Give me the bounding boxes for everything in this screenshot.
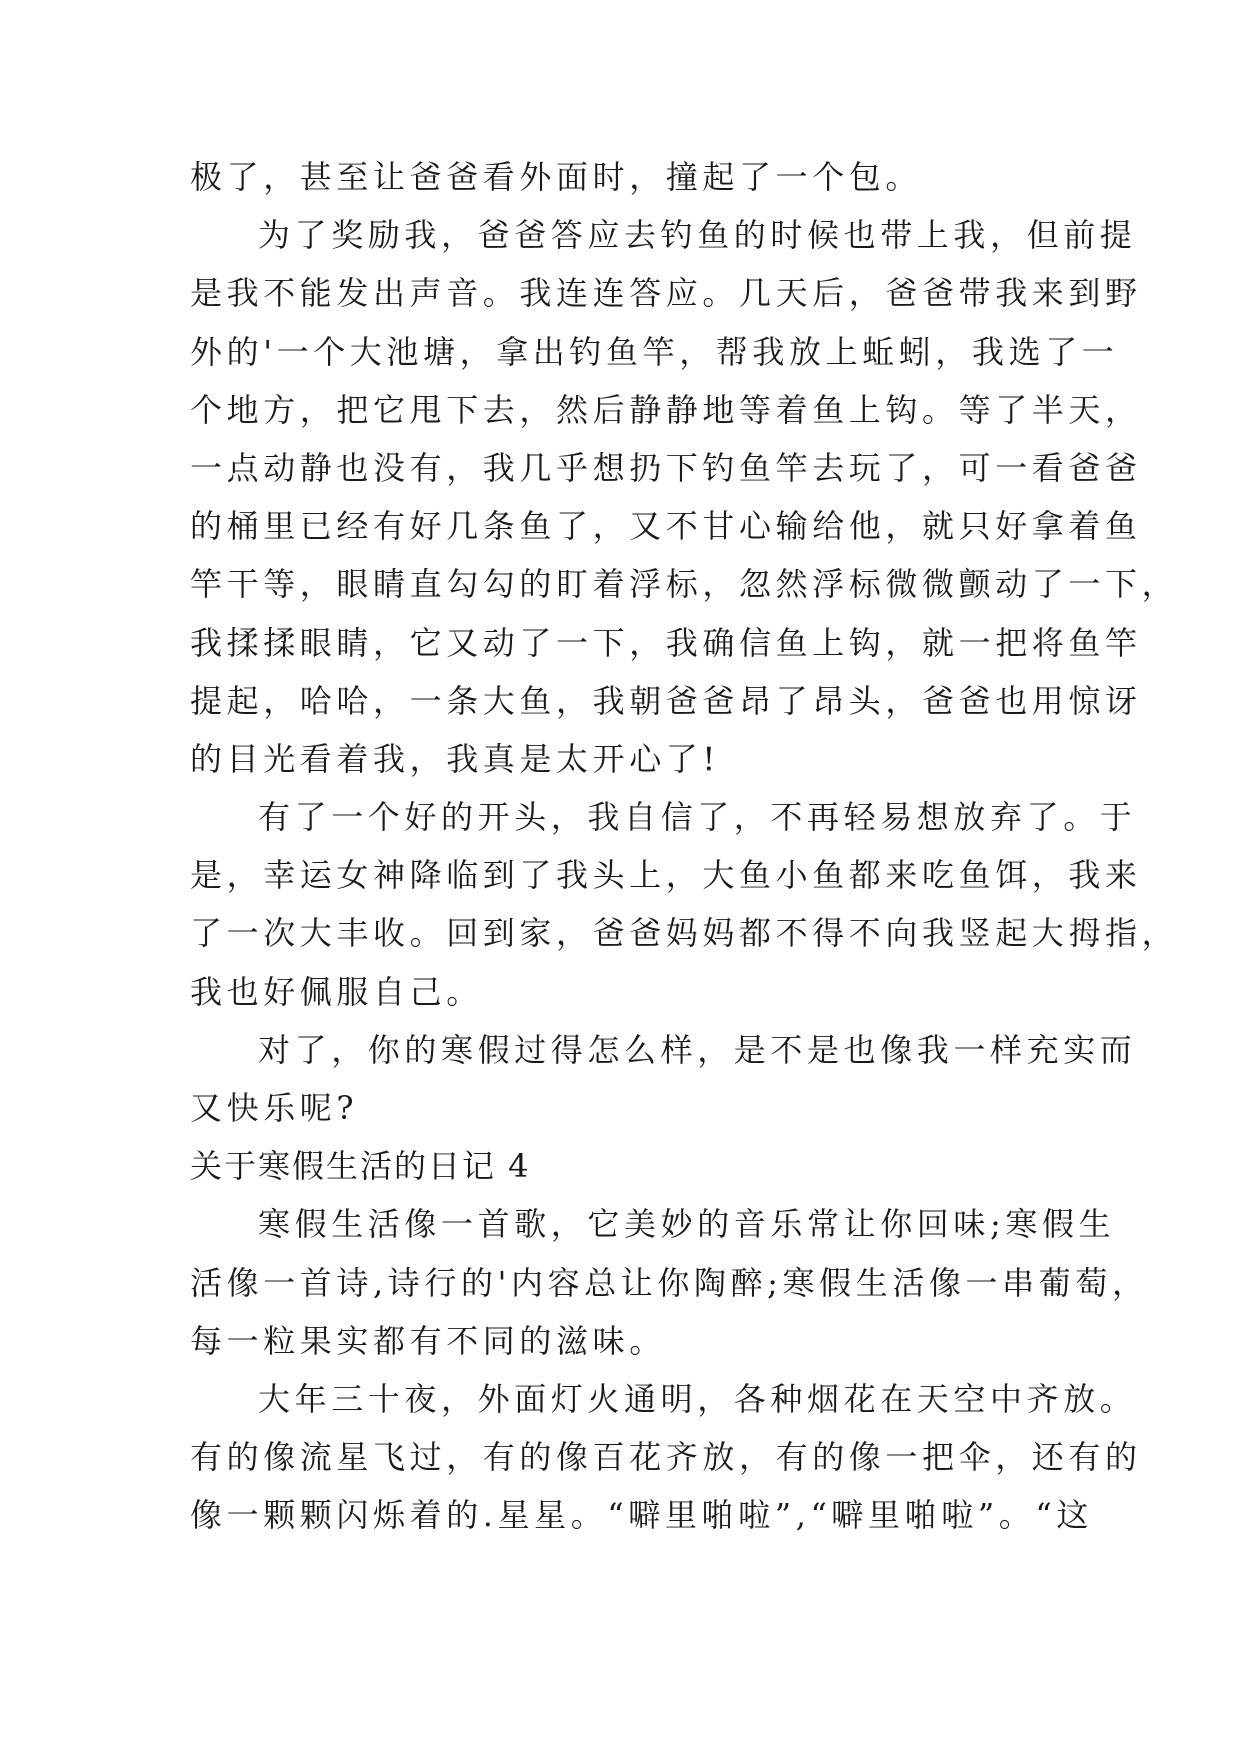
- text-line: 是我不能发出声音。我连连答应。几天后，爸爸带我来到野: [190, 274, 1142, 313]
- text-line: 外的'一个大池塘，拿出钓鱼竿，帮我放上蚯蚓，我选了一: [190, 332, 1119, 371]
- text-line: 个地方，把它甩下去，然后静静地等着鱼上钩。等了半天，: [190, 390, 1142, 429]
- text-line: 是，幸运女神降临到了我头上，大鱼小鱼都来吃鱼饵，我来: [190, 856, 1142, 895]
- text-line: 我揉揉眼睛，它又动了一下，我确信鱼上钩，就一把将鱼竿: [190, 623, 1142, 662]
- document-body: [190, 148, 1179, 1545]
- text-line: 我也好佩服自己。: [190, 972, 483, 1011]
- text-line: 大年三十夜，外面灯火通明，各种烟花在天空中齐放。: [258, 1379, 1137, 1418]
- text-line: 对了，你的寒假过得怎么样，是不是也像我一样充实而: [258, 1030, 1137, 1069]
- text-line: 了一次大丰收。回到家，爸爸妈妈都不得不向我竖起大拇指，: [190, 914, 1179, 953]
- text-line: 提起，哈哈，一条大鱼，我朝爸爸昂了昂头，爸爸也用惊讶: [190, 681, 1142, 720]
- text-line: 极了，甚至让爸爸看外面时，撞起了一个包。: [190, 158, 923, 196]
- text-line: 每一粒果实都有不同的滋味。: [190, 1321, 666, 1360]
- text-line: 又快乐呢?: [190, 1089, 359, 1127]
- text-line: 像一颗颗闪烁着的.星星。“噼里啪啦”,“噼里啪啦”。“这: [190, 1496, 1093, 1535]
- text-line: 为了奖励我，爸爸答应去钓鱼的时候也带上我，但前提: [258, 216, 1137, 255]
- text-line: 的桶里已经有好几条鱼了，又不甘心输给他，就只好拿着鱼: [190, 507, 1142, 546]
- text-line: 有的像流星飞过，有的像百花齐放，有的像一把伞，还有的: [190, 1438, 1142, 1477]
- text-line: 寒假生活像一首歌，它美妙的音乐常让你回味;寒假生: [258, 1205, 1116, 1244]
- text-line: 一点动静也没有，我几乎想扔下钓鱼竿去玩了，可一看爸爸: [190, 448, 1142, 487]
- text-line: 有了一个好的开头，我自信了，不再轻易想放弃了。于: [258, 798, 1137, 837]
- text-line: 的目光看着我，我真是太开心了!: [190, 739, 720, 778]
- section-heading: 关于寒假生活的日记 4: [190, 1147, 531, 1186]
- text-line: 竿干等，眼睛直勾勾的盯着浮标，忽然浮标微微颤动了一下，: [190, 565, 1179, 604]
- text-line: 活像一首诗,诗行的'内容总让你陶醉;寒假生活像一串葡萄，: [190, 1263, 1149, 1302]
